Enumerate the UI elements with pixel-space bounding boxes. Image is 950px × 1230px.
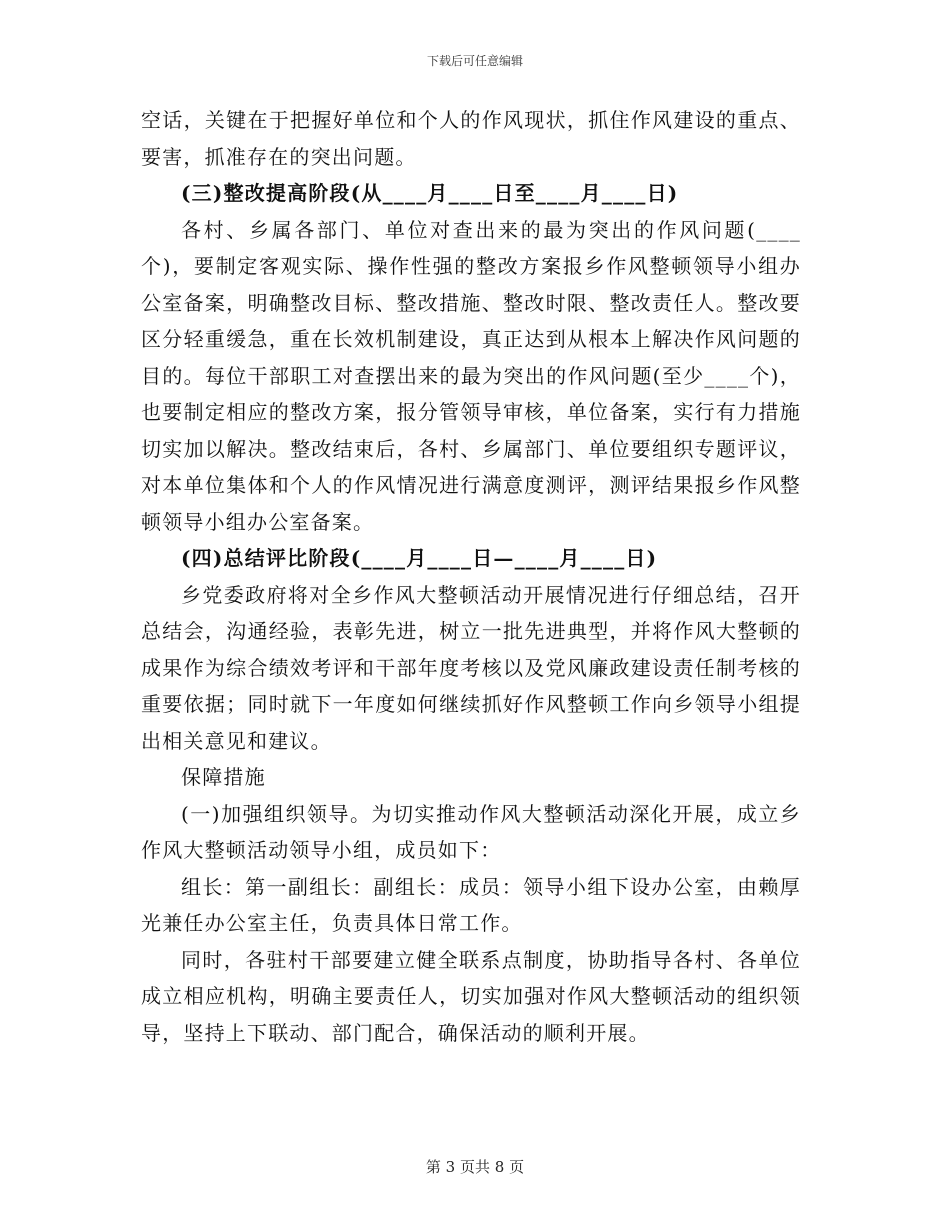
paragraph-continuation: 空话，关键在于把握好单位和个人的作风现状，抓住作风建设的重点、要害，抓准存在的突出问题。 (141, 108, 801, 169)
page-header: 下载后可任意编辑 (426, 54, 523, 68)
paragraph-contact-system: 同时，各驻村干部要建立健全联系点制度，协助指导各村、各单位成立相应机构，明确主要责任人，切实加强对作风大整顿活动的组织领导，坚持上下联动、部门配合，确保活动的顺利开展。 (141, 947, 801, 1045)
page-number: 第 3 页共 8 页 (425, 1158, 525, 1176)
section-heading-safeguards: 保障措施 (181, 765, 266, 789)
paragraph-summary: 乡党委政府将对全乡作风大整顿活动开展情况进行仔细总结，召开总结会，沟通经验，表彰先进，树立一批先进典型，并将作风大整顿的成果作为综合绩效考评和干部年度考核以及党风廉政建设责任制考核的重要依据；同时就下一年度如何继续抓好作风整顿工作向乡领导小组提出相关意见和建议。 (141, 582, 801, 753)
paragraph-members: 组长：第一副组长：副组长：成员：领导小组下设办公室，由赖厚光兼任办公室主任，负责具体日常工作。 (141, 874, 801, 935)
document-body (141, 102, 801, 1051)
section-heading-rectification: (三)整改提高阶段(从____月____日至____月____日) (181, 181, 679, 205)
paragraph-leadership: (一)加强组织领导。为切实推动作风大整顿活动深化开展，成立乡作风大整顿活动领导小组，成员如下： (141, 801, 801, 862)
section-heading-summary: (四)总结评比阶段(____月____日—____月____日) (181, 546, 658, 570)
paragraph-rectification: 各村、乡属各部门、单位对查出来的最为突出的作风问题(____个)，要制定客观实际、操作性强的整改方案报乡作风整顿领导小组办公室备案，明确整改目标、整改措施、整改时限、整改责任人。整改要区分轻重缓急，重在长效机制建设，真正达到从根本上解决作风问题的目的。每位干部职工对查摆出来的最为突出的作风问题(至少____个)，也要制定相应的整改方案，报分管领导审核，单位备案，实行有力措施切实加以解决。整改结束后，各村、乡属部门、单位要组织专题评议，对本单位集体和个人的作风情况进行满意度测评，测评结果报乡作风整顿领导小组办公室备案。 (141, 217, 801, 534)
